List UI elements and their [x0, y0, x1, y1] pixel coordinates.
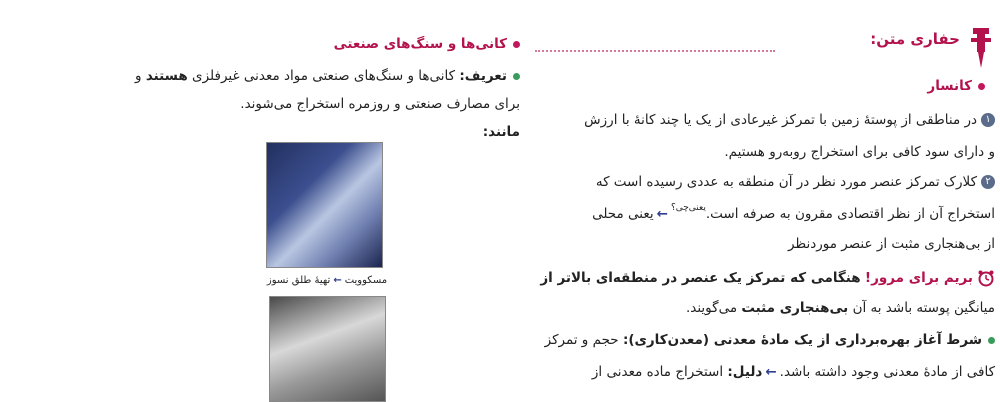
arrow-left-icon: ← [765, 364, 777, 380]
p2-text-3: از بی‌هنجاری مثبت از عنصر موردنظر [787, 236, 995, 252]
photo-caption [262, 275, 392, 286]
right-column [535, 0, 995, 400]
caption-mineral: مسکوویت [344, 275, 388, 286]
review-text-2b: بی‌هنجاری مثبت [741, 300, 849, 316]
topic-label: کانسار [927, 78, 972, 94]
p2-note: یعنی‌چی؟ [670, 203, 706, 213]
example-label: مانند: [482, 124, 520, 140]
cond-text-2a: کافی از مادهٔ معدنی وجود داشته باشد. [779, 364, 995, 380]
p2-text-2b: یعنی محلی [592, 206, 654, 222]
p2-line3 [788, 234, 995, 254]
p2-line2 [592, 204, 995, 226]
section-title: حفاری متن: [870, 30, 960, 48]
p2-text-1: کلارک تمرکز عنصر مورد نظر در آن منطقه به عددی رسیده است که [595, 174, 977, 190]
caption-use: تهیهٔ طلق نسوز [266, 275, 331, 286]
def-text-1-end: و [134, 68, 142, 84]
drill-icon [967, 26, 995, 70]
review-line2 [686, 298, 995, 318]
p2-line1 [596, 172, 995, 192]
def-label: تعریف: [459, 68, 507, 84]
def-line1 [135, 66, 520, 86]
review-head: بریم برای مرور! [864, 270, 973, 286]
cond-line2 [592, 362, 995, 382]
section-title-rule [535, 50, 775, 52]
def-text-2: برای مصارف صنعتی و روزمره استخراج می‌شوند. [240, 96, 520, 112]
mineral-photo-muscovite [266, 142, 383, 268]
alarm-clock-icon [977, 269, 995, 287]
review-line1 [540, 268, 995, 288]
review-text-1: هنگامی که تمرکز یک عنصر در منطقه‌ای بالاتر از [540, 270, 861, 286]
arrow-left-icon: ← [333, 275, 342, 286]
bullet-icon [978, 83, 985, 90]
mineral-photo-crystal [269, 296, 386, 402]
p1-text-1: در مناطقی از پوستهٔ زمین با تمرکز غیرعادی از یک یا چند کانهٔ با ارزش [584, 112, 977, 128]
cond-text-1-bold: شرط آغاز بهره‌برداری از یک مادهٔ معدنی (معدن‌کاری): [622, 332, 982, 348]
number-badge-1: ۱ [981, 113, 995, 127]
def-line2 [240, 94, 520, 114]
left-heading-line [334, 34, 520, 54]
def-text-1-bold: هستند [145, 68, 188, 84]
bullet-icon [513, 73, 520, 80]
cond-reason: دلیل: [727, 364, 763, 380]
number-badge-2: ۲ [981, 175, 995, 189]
arrow-left-icon: ← [656, 206, 668, 222]
cond-line1 [545, 330, 995, 350]
cond-text-1-rest: حجم و تمرکز [544, 332, 619, 348]
bullet-icon [513, 41, 520, 48]
topic-line [927, 76, 985, 96]
p2-text-2a: استخراج آن از نظر اقتصادی مقرون به صرفه است. [705, 206, 995, 222]
p1-line1 [584, 110, 995, 130]
review-text-2c: می‌گویند. [685, 300, 738, 316]
bullet-icon [988, 337, 995, 344]
review-text-2a: میانگین پوسته باشد به آن [852, 300, 995, 316]
p1-text-2: و دارای سود کافی برای استخراج روبه‌رو هستیم. [724, 144, 995, 160]
p1-line2 [724, 142, 995, 162]
left-heading: کانی‌ها و سنگ‌های صنعتی [333, 36, 507, 52]
cond-text-2b: استخراج ماده معدنی از [591, 364, 724, 380]
def-text-1: کانی‌ها و سنگ‌های صنعتی مواد معدنی غیرفلزی [192, 68, 456, 84]
